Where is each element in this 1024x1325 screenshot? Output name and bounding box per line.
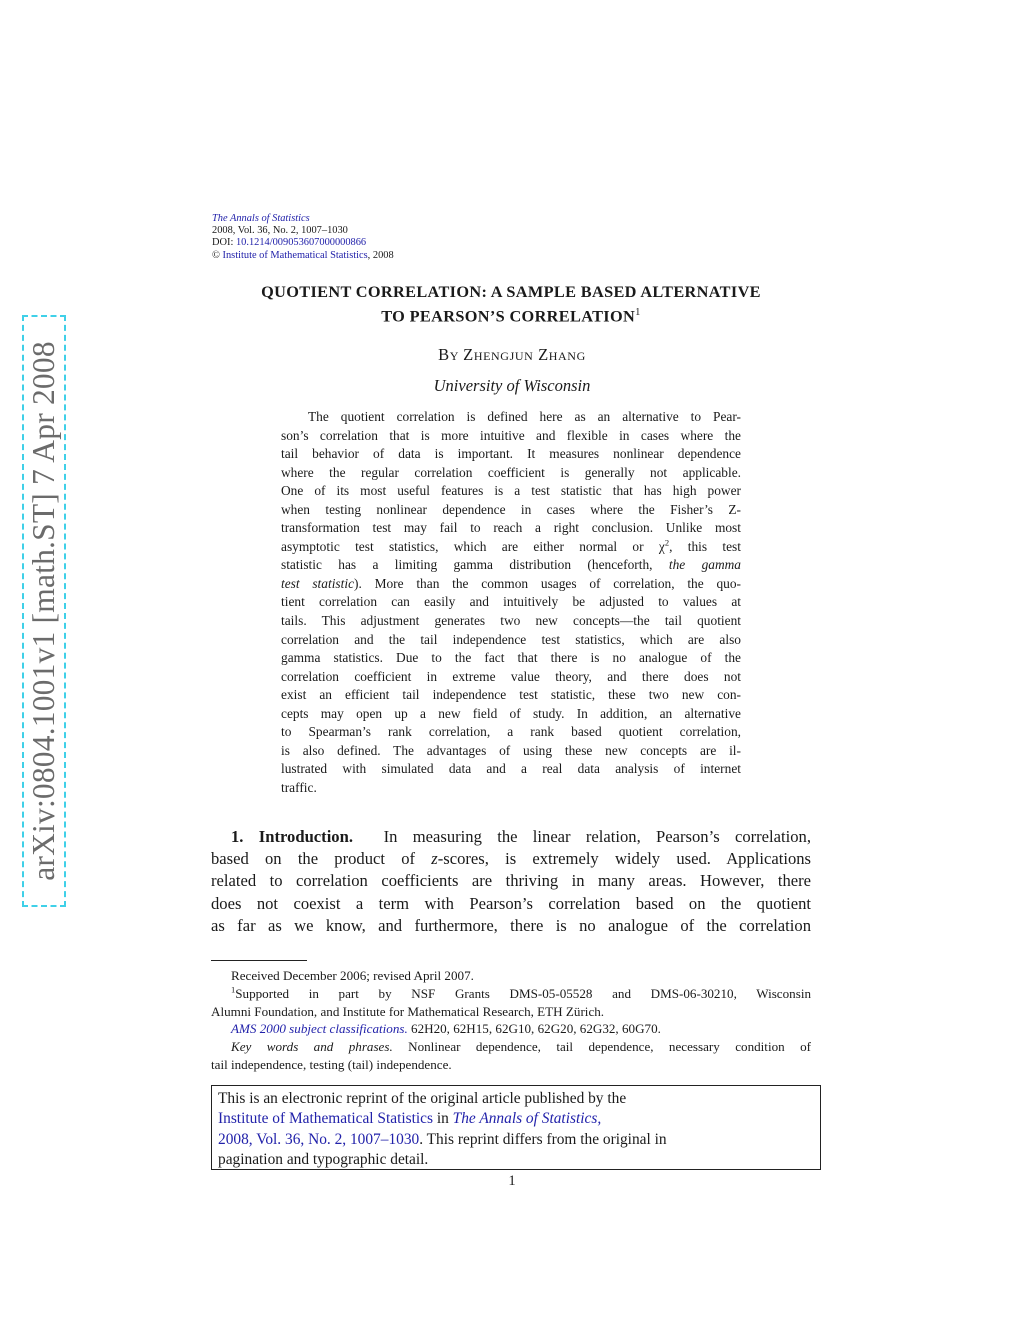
intro-line [211,826,811,848]
reprint-line [218,1109,820,1129]
abstract-line: where the regular correlation coefficient is generally not applicable. [281,464,741,480]
reprint-journal-link[interactable]: The Annals of Statistics, [452,1110,602,1128]
abstract-emphasis: test statistic [281,575,355,591]
abstract-line [281,538,741,557]
reprint-line: pagination and typographic detail. [218,1150,429,1168]
abstract-text: ). More than the common usages of correlation, the quo- [354,575,741,591]
z-variable: z [431,849,438,869]
journal-volume: 2008, Vol. 36, No. 2, 1007–1030 [212,225,348,237]
doi-link[interactable]: 10.1214/009053607000000866 [235,237,367,249]
abstract-line [281,556,741,575]
abstract-line: One of its most useful features is a test statistic that has high power [281,483,741,499]
support-text: Supported in part by NSF Grants DMS-05-05528 and DMS-06-30210, Wisconsin [235,985,811,1001]
page-number: 1 [508,1173,516,1189]
abstract-line: tail behavior of data is important. It measures nonlinear dependence [281,446,741,462]
intro-line: related to correlation coefficients are thriving in many areas. However, there [211,871,811,891]
abstract-line: when testing nonlinear dependence in cases where the Fisher’s Z- [281,501,741,517]
title-footnote-mark: 1 [635,307,641,318]
title-line-1: QUOTIENT CORRELATION: A SAMPLE BASED ALTERNATIVE [261,282,761,301]
intro-line [211,848,811,870]
journal-name-link[interactable]: The Annals of Statistics [212,213,310,224]
abstract-line: exist an efficient tail independence test statistic, these two new con- [281,687,741,703]
reprint-line [218,1130,820,1150]
reprint-publisher-link[interactable]: Institute of Mathematical Statistics [218,1110,433,1128]
abstract-line: gamma statistics. Due to the fact that there is no analogue of the [281,650,741,666]
abstract-line: tient correlation can easily and intuitively be adjusted to values at [281,594,741,610]
author-by: By [438,345,460,364]
chi-squared-exponent: 2 [664,537,670,548]
keywords-line: tail independence, testing (tail) independence. [211,1056,452,1072]
abstract-line: tails. This adjustment generates two new concepts—the tail quotient [281,613,741,629]
footnotes [211,967,811,1074]
abstract [281,408,741,797]
intro-text: In measuring the linear relation, Pearson’s correlation, [383,827,811,846]
ams-classification [211,1020,811,1038]
introduction-section [211,826,811,937]
ams-codes: 62H20, 62H15, 62G10, 62G20, 62G32, 60G70. [407,1021,661,1037]
abstract-line: to Spearman’s rank correlation, a rank based quotient correlation, [281,724,741,740]
abstract-line: cepts may open up a new field of study. In addition, an alternative [281,705,741,721]
abstract-emphasis: the gamma [668,557,742,573]
footnote-rule [211,960,307,961]
intro-text: -scores, is extremely widely used. Applications [437,849,811,869]
intro-text: based on the product of [211,849,432,869]
intro-line: does not coexist a term with Pearson’s correlation based on the quotient [211,893,811,913]
abstract-line: son’s correlation that is more intuitive and flexible in cases where the [281,427,741,443]
author-name: Zhengjun Zhang [463,345,586,364]
abstract-line: transformation test may fail to reach a right conclusion. Unlike most [281,520,741,536]
support-footnote-line [211,985,811,1003]
paper-title [200,281,822,326]
reprint-in: in [433,1110,453,1128]
publisher-link[interactable]: Institute of Mathematical Statistics [222,249,368,261]
reprint-line: This is an electronic reprint of the original article published by the [218,1090,627,1107]
keywords-label: Key words and phrases. [231,1039,393,1055]
abstract-line: traffic. [281,779,317,795]
abstract-line: correlation and the tail independence test statistics, which are also [281,631,741,647]
arxiv-stamp [22,315,66,907]
reprint-volume-link[interactable]: 2008, Vol. 36, No. 2, 1007–1030 [218,1130,420,1148]
intro-line: as far as we know, and furthermore, there is no analogue of the correlation [211,915,811,935]
arxiv-stamp-text: arXiv:0804.1001v1 [math.ST] 7 Apr 2008 [26,341,61,881]
author-line [0,345,1024,365]
reprint-notice [211,1085,821,1170]
abstract-text: asymptotic test statistics, which are either normal or χ [281,538,665,554]
ams-classification-link[interactable]: AMS 2000 subject classifications. [231,1021,408,1037]
section-heading: 1. Introduction. [231,827,353,846]
journal-info [212,213,394,262]
reprint-text: . This reprint differs from the original in [419,1130,667,1148]
copyright-symbol: © [212,249,220,261]
copyright-year: , 2008 [367,249,394,261]
author-affiliation: University of Wisconsin [433,376,591,395]
abstract-line [281,575,741,594]
support-footnote-mark: 1 [231,984,236,995]
abstract-text: statistic has a limiting gamma distribution (henceforth, [281,557,669,573]
support-footnote-line: Alumni Foundation, and Institute for Mathematical Research, ETH Zürich. [211,1003,605,1019]
abstract-line: is also defined. The advantages of using these new concepts are il- [281,742,741,758]
keywords-text: Nonlinear dependence, tail dependence, necessary condition of [392,1039,811,1055]
received-dates: Received December 2006; revised April 2007. [231,968,474,983]
title-line-2: TO PEARSON’S CORRELATION [381,306,636,326]
abstract-line: The quotient correlation is defined here as an alternative to Pear- [308,409,741,424]
abstract-line: lustrated with simulated data and a real data analysis of internet [281,761,741,777]
abstract-line: correlation coefficient in extreme value theory, and there does not [281,668,741,684]
abstract-text: , this test [669,538,741,554]
keywords-line [211,1038,811,1056]
doi-label: DOI: [212,237,236,249]
